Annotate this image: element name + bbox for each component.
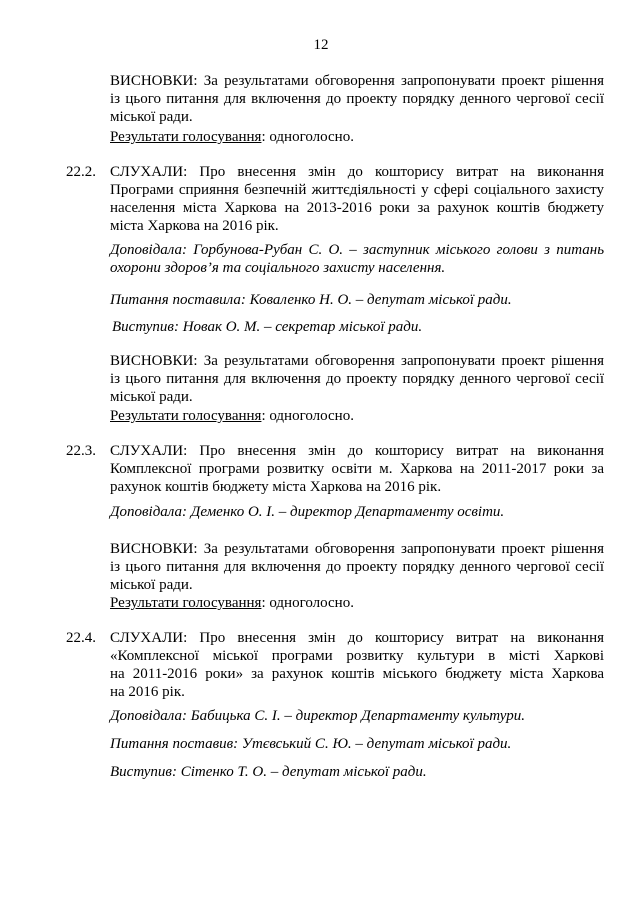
conclusion-line: із цього питання для включення до проекту порядку денного чергової сесії (110, 559, 604, 575)
heard-line: СЛУХАЛИ: Про внесення змін до кошторису витрат на виконання (110, 443, 604, 459)
conclusion-line: із цього питання для включення до проекту порядку денного чергової сесії (110, 91, 604, 107)
heard-line: «Комплексної міської програми розвитку культури в місті Харкові (110, 648, 604, 664)
question-label: Питання поставив: (110, 736, 239, 752)
heard-line: Комплексної програми розвитку освіти м. Харкова на 2011-2017 роки за (110, 461, 604, 477)
vote-value: : одноголосно. (261, 408, 354, 424)
question-text: Коваленко Н. О. – депутат міської ради. (249, 292, 512, 308)
reporter-line: охорони здоров’я та соціального захисту населення. (110, 260, 446, 276)
heard-block-22-4 (110, 629, 604, 701)
vote-result-22-3 (110, 594, 604, 612)
vote-label: Результати голосування (110, 408, 262, 424)
heard-line: міста Харкова на 2016 рік. (110, 218, 279, 234)
conclusion-line (110, 72, 604, 90)
reporter-label: Доповідала: (110, 708, 188, 724)
conclusion-line: міської ради. (110, 389, 193, 405)
item-number-22-2: 22.2. (66, 164, 96, 180)
conclusion-text: За результатами обговорення запропонувати проект рішення (203, 353, 604, 369)
question-text: Утєвський С. Ю. – депутат міської ради. (241, 736, 512, 752)
conclusion-block-0 (110, 72, 604, 126)
conclusion-block-22-2 (110, 352, 604, 406)
question-22-4 (110, 735, 604, 753)
vote-value: : одноголосно. (261, 129, 354, 145)
reporter-22-4 (110, 707, 604, 725)
reporter-text: Деменко О. І. – директор Департаменту освіти. (190, 504, 505, 520)
reporter-22-3 (110, 503, 604, 521)
heard-line: на 2016 рік. (110, 684, 185, 700)
conclusion-block-22-3 (110, 540, 604, 594)
heard-line: Програми сприяння безпечній життєдіяльності у сфері соціального захисту (110, 182, 604, 198)
reporter-text: Горбунова-Рубан С. О. – заступник міського голови з питань (193, 242, 605, 258)
conclusion-text: За результатами обговорення запропонувати проект рішення (203, 541, 604, 557)
heard-block-22-3 (110, 442, 604, 496)
conclusion-label: ВИСНОВКИ: (110, 353, 198, 369)
speaker-text: Новак О. М. – секретар міської ради. (182, 319, 423, 335)
page-number: 12 (313, 37, 329, 53)
reporter-label: Доповідала: (110, 242, 188, 258)
conclusion-line (110, 540, 604, 558)
item-number-22-3: 22.3. (66, 443, 96, 459)
vote-label: Результати голосування (110, 595, 262, 611)
speaker-label: Виступив: (112, 319, 179, 335)
vote-label: Результати голосування (110, 129, 262, 145)
reporter-text: Бабицька С. І. – директор Департаменту культури. (190, 708, 525, 724)
heard-block-22-2 (110, 163, 604, 235)
conclusion-line: міської ради. (110, 577, 193, 593)
conclusion-line: із цього питання для включення до проекту порядку денного чергової сесії (110, 371, 604, 387)
question-label: Питання поставила: (110, 292, 246, 308)
vote-value: : одноголосно. (261, 595, 354, 611)
heard-line: СЛУХАЛИ: Про внесення змін до кошторису витрат на виконання (110, 630, 604, 646)
question-22-2 (110, 291, 604, 309)
vote-result-22-2 (110, 407, 604, 425)
speaker-22-2 (112, 318, 606, 336)
conclusion-line: міської ради. (110, 109, 193, 125)
conclusion-text: За результатами обговорення запропонувати проект рішення (203, 73, 604, 89)
conclusion-label: ВИСНОВКИ: (110, 541, 198, 557)
speaker-text: Сітенко Т. О. – депутат міської ради. (180, 764, 427, 780)
heard-line: населення міста Харкова на 2013-2016 роки за рахунок коштів бюджету (110, 200, 604, 216)
heard-line: рахунок коштів бюджету міста Харкова на 2016 рік. (110, 479, 442, 495)
heard-line: СЛУХАЛИ: Про внесення змін до кошторису витрат на виконання (110, 164, 604, 180)
reporter-line (110, 241, 604, 259)
item-number-22-4: 22.4. (66, 630, 96, 646)
speaker-label: Виступив: (110, 764, 177, 780)
vote-result-0 (110, 128, 604, 146)
reporter-label: Доповідала: (110, 504, 188, 520)
speaker-22-4 (110, 763, 604, 781)
conclusion-label: ВИСНОВКИ: (110, 73, 198, 89)
reporter-22-2 (110, 241, 604, 277)
heard-line: на 2011-2016 роки» за рахунок коштів міського бюджету міста Харкова (110, 666, 604, 682)
conclusion-line (110, 352, 604, 370)
